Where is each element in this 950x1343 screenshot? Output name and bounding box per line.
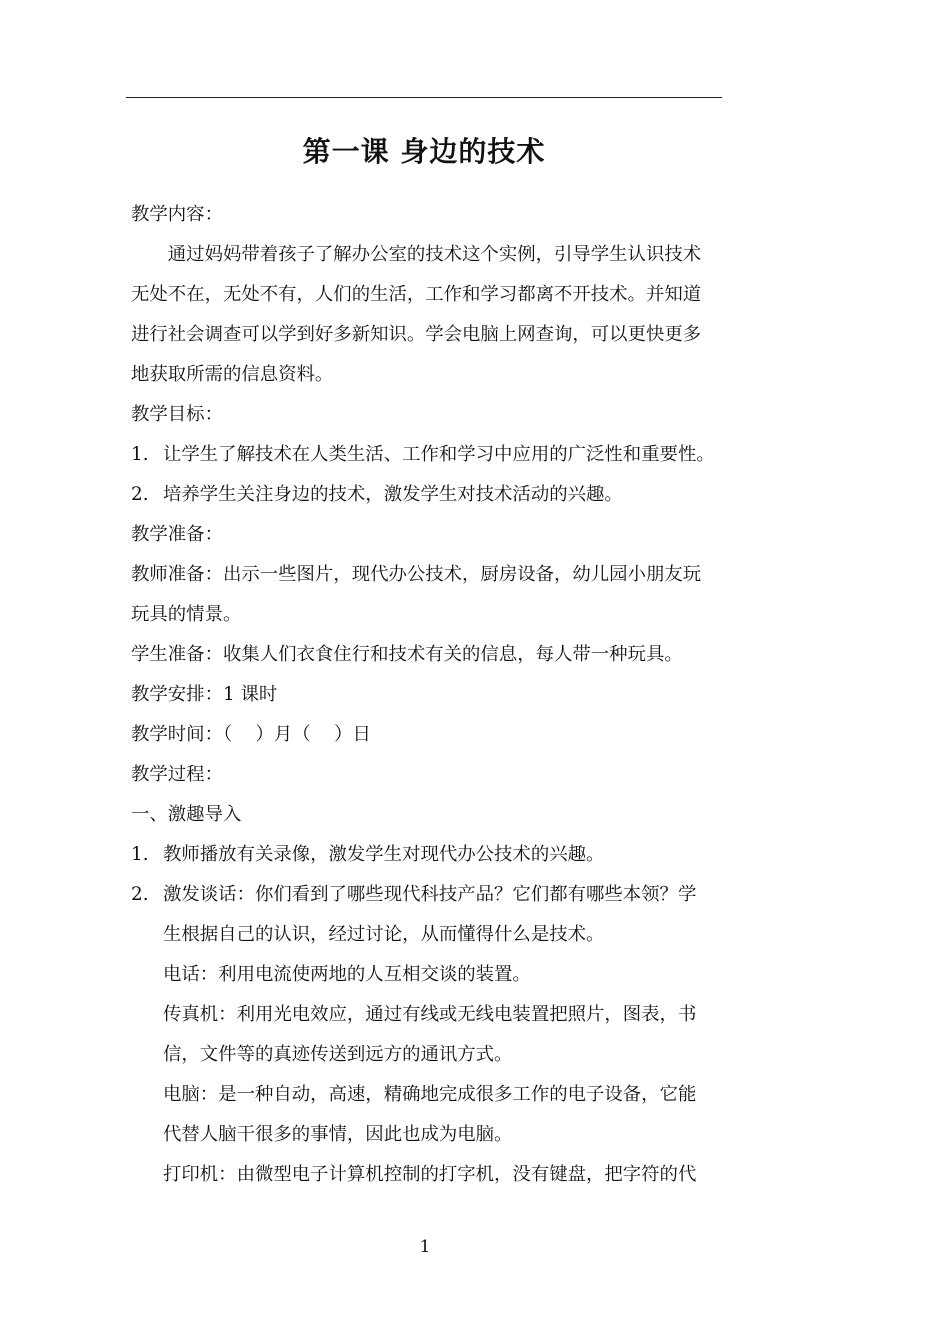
section-heading: 一、激趣导入 xyxy=(131,804,242,825)
definition-line: 传真机：利用光电效应，通过有线或无线电装置把照片，图表，书 xyxy=(163,1004,697,1025)
paragraph-line: 地获取所需的信息资料。 xyxy=(131,364,334,385)
list-item-continuation: 生根据自己的认识，经过讨论，从而懂得什么是技术。 xyxy=(163,924,605,945)
section-heading: 教学内容： xyxy=(131,204,223,225)
paragraph-line: 通过妈妈带着孩子了解办公室的技术这个实例，引导学生认识技术 xyxy=(131,244,702,265)
paragraph-line: 进行社会调查可以学到好多新知识。学会电脑上网查询，可以更快更多 xyxy=(131,324,702,345)
definition-line: 代替人脑干很多的事情，因此也成为电脑。 xyxy=(163,1124,513,1145)
header-rule xyxy=(126,97,722,98)
paragraph-line: 学生准备：收集人们衣食住行和技术有关的信息，每人带一种玩具。 xyxy=(131,644,683,665)
definition-line: 打印机：由微型电子计算机控制的打字机，没有键盘，把字符的代 xyxy=(163,1164,697,1185)
definition-line: 信，文件等的真迹传送到远方的通讯方式。 xyxy=(163,1044,513,1065)
section-heading: 教学过程： xyxy=(131,764,223,785)
paragraph-line: 无处不在，无处不有，人们的生活，工作和学习都离不开技术。并知道 xyxy=(131,284,702,305)
definition-line: 电脑：是一种自动，高速，精确地完成很多工作的电子设备，它能 xyxy=(163,1084,697,1105)
section-heading: 教学准备： xyxy=(131,524,223,545)
list-item: 培养学生关注身边的技术，激发学生对技术活动的兴趣。 xyxy=(163,484,623,505)
list-number: 1. xyxy=(131,844,149,865)
paragraph-line: 教学安排：1 课时 xyxy=(131,684,278,705)
page-title: 第一课 身边的技术 xyxy=(302,135,546,168)
page-number: 1 xyxy=(419,1237,431,1257)
definition-line: 电话：利用电流使两地的人互相交谈的装置。 xyxy=(163,964,531,985)
paragraph-line: 教师准备：出示一些图片，现代办公技术，厨房设备，幼儿园小朋友玩 xyxy=(131,564,702,585)
list-item: 激发谈话：你们看到了哪些现代科技产品？它们都有哪些本领？学 xyxy=(163,884,697,905)
paragraph-line: 教学时间：（ ）月（ ）日 xyxy=(131,724,371,745)
list-item: 让学生了解技术在人类生活、工作和学习中应用的广泛性和重要性。 xyxy=(163,444,715,465)
paragraph-line: 玩具的情景。 xyxy=(131,604,242,625)
list-item: 教师播放有关录像，激发学生对现代办公技术的兴趣。 xyxy=(163,844,605,865)
list-number: 1. xyxy=(131,444,149,465)
section-heading: 教学目标： xyxy=(131,404,223,425)
list-number: 2. xyxy=(131,484,149,505)
list-number: 2. xyxy=(131,884,149,905)
